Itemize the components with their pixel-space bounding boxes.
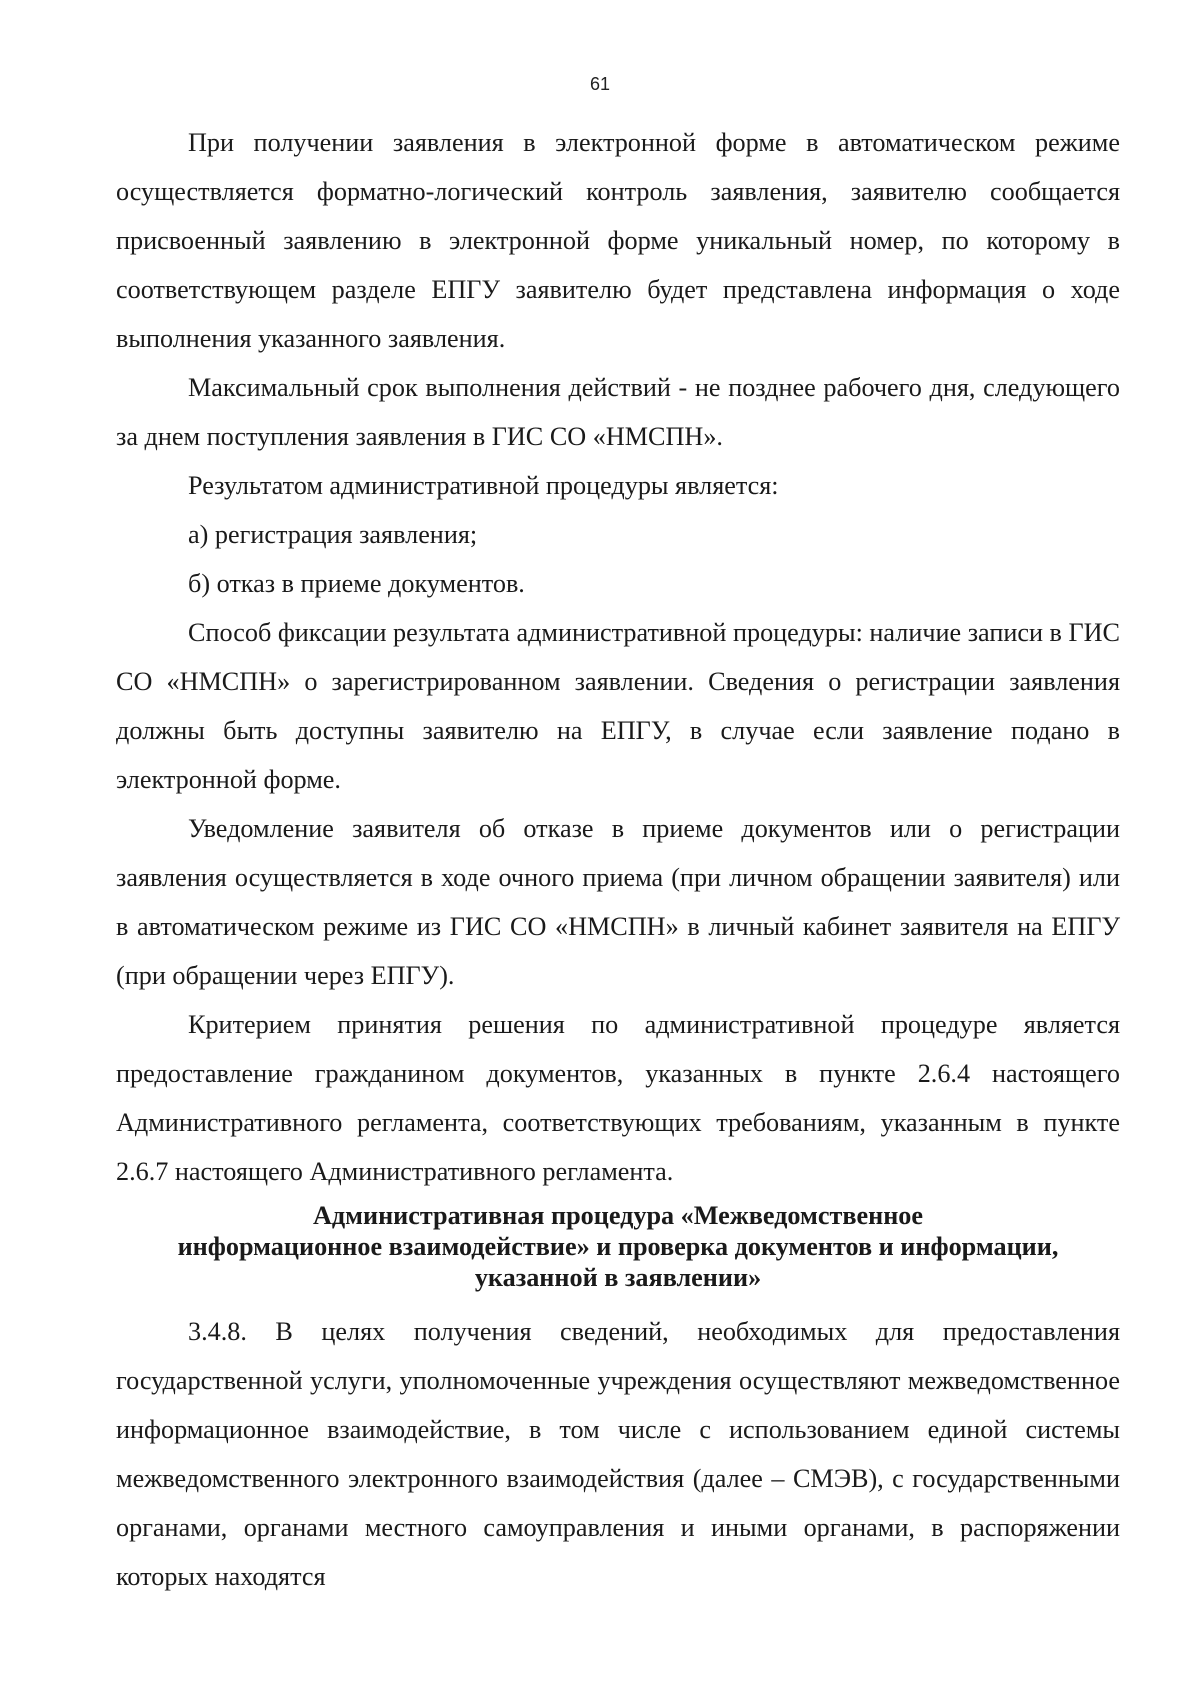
paragraph-decision-criterion: Критерием принятия решения по административной процедуре является предоставление гражданином документов, указанных в пункте 2.6.4 настоящего Административного регламента, соответствующих требованиям, указанным в пункте 2.6.7 настоящего Административного регламента. xyxy=(116,1010,1120,1186)
page-content xyxy=(116,118,1120,1601)
list-item-refusal: б) отказ в приеме документов. xyxy=(188,569,525,598)
section-heading xyxy=(116,1200,1120,1293)
section-heading-line-3: указанной в заявлении» xyxy=(474,1263,762,1292)
section-heading-line-1: Административная процедура «Межведомственное xyxy=(312,1201,924,1230)
paragraph-result-intro: Результатом административной процедуры является: xyxy=(188,471,779,500)
paragraph-notification: Уведомление заявителя об отказе в приеме документов или о регистрации заявления осуществляется в ходе очного приема (при личном обращении заявителя) или в автоматическом режиме из ГИС СО «НМСПН» в личный кабинет заявителя на ЕПГУ (при обращении через ЕПГУ). xyxy=(116,814,1120,990)
paragraph-fixation-method: Способ фиксации результата административной процедуры: наличие записи в ГИС СО «НМСПН» о зарегистрированном заявлении. Сведения о регистрации заявления должны быть доступны заявителю на ЕПГУ, в случае если заявление подано в электронной форме. xyxy=(116,618,1120,794)
list-item-registration: а) регистрация заявления; xyxy=(188,520,478,549)
section-heading-line-2: информационное взаимодействие» и проверка документов и информации, xyxy=(177,1232,1059,1261)
paragraph-max-term: Максимальный срок выполнения действий - не позднее рабочего дня, следующего за днем поступления заявления в ГИС СО «НМСПН». xyxy=(116,373,1120,451)
paragraph-electronic-control: При получении заявления в электронной форме в автоматическом режиме осуществляется форматно-логический контроль заявления, заявителю сообщается присвоенный заявлению в электронной форме уникальный номер, по которому в соответствующем разделе ЕПГУ заявителю будет представлена информация о ходе выполнения указанного заявления. xyxy=(116,128,1120,353)
paragraph-3-4-8: 3.4.8. В целях получения сведений, необходимых для предоставления государственной услуги, уполномоченные учреждения осуществляют межведомственное информационное взаимодействие, в том числе с использованием единой системы межведомственного электронного взаимодействия (далее – СМЭВ), с государственными органами, органами местного самоуправления и иными органами, в распоряжении которых находятся xyxy=(116,1317,1120,1591)
page-number: 61 xyxy=(589,74,611,94)
